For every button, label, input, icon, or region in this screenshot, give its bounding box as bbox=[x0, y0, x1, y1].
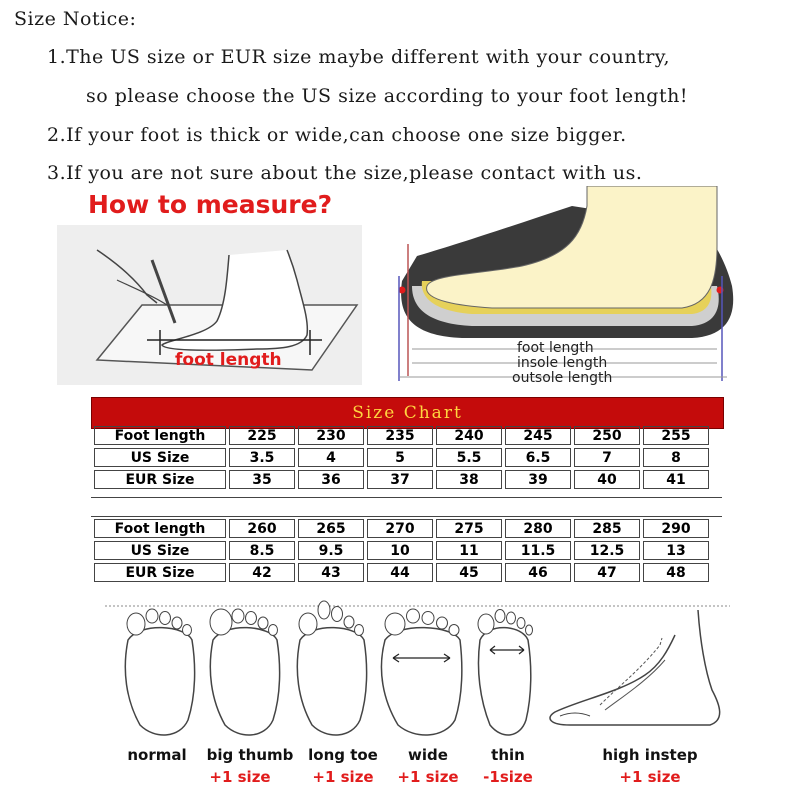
table-cell: 285 bbox=[574, 519, 640, 538]
foot-type-wide: wide bbox=[408, 746, 448, 764]
table-cell: 8 bbox=[643, 448, 709, 467]
foot-on-paper-illustration bbox=[57, 225, 362, 385]
table-spacer bbox=[91, 497, 722, 517]
table-cell: 46 bbox=[505, 563, 571, 582]
table-cell: 13 bbox=[643, 541, 709, 560]
table-cell: 11 bbox=[436, 541, 502, 560]
foot-types-illustration bbox=[100, 600, 740, 740]
size-table-1 bbox=[91, 423, 712, 492]
table-cell: 41 bbox=[643, 470, 709, 489]
table-cell: 235 bbox=[367, 426, 433, 445]
size-table-2 bbox=[91, 516, 712, 585]
row-header-us-size: US Size bbox=[94, 448, 226, 467]
table-cell: 40 bbox=[574, 470, 640, 489]
table-cell: 280 bbox=[505, 519, 571, 538]
table-cell: 265 bbox=[298, 519, 364, 538]
table-cell: 39 bbox=[505, 470, 571, 489]
table-cell: 4 bbox=[298, 448, 364, 467]
table-cell: 260 bbox=[229, 519, 295, 538]
foot-type-high-instep: high instep bbox=[602, 746, 698, 764]
advice-big-thumb: +1 size bbox=[209, 768, 271, 786]
foot-outline-big-thumb bbox=[210, 609, 280, 735]
diagram-label-insole-length: insole length bbox=[517, 355, 608, 371]
advice-thin: -1size bbox=[483, 768, 533, 786]
table-cell: 11.5 bbox=[505, 541, 571, 560]
row-header-foot-length: Foot length bbox=[94, 426, 226, 445]
table-cell: 8.5 bbox=[229, 541, 295, 560]
table-cell: 44 bbox=[367, 563, 433, 582]
foot-type-thin: thin bbox=[491, 746, 525, 764]
shoe-length-diagram bbox=[392, 186, 742, 388]
notice-line-1b: so please choose the US size according to your foot length! bbox=[86, 85, 688, 107]
notice-title: Size Notice: bbox=[14, 8, 137, 30]
table-row bbox=[94, 519, 709, 538]
table-cell: 250 bbox=[574, 426, 640, 445]
table-cell: 3.5 bbox=[229, 448, 295, 467]
table-cell: 225 bbox=[229, 426, 295, 445]
table-cell: 5 bbox=[367, 448, 433, 467]
advice-high-instep: +1 size bbox=[619, 768, 681, 786]
foot-type-long-toe: long toe bbox=[308, 746, 378, 764]
foot-length-label: foot length bbox=[175, 350, 282, 370]
foot-outline-wide bbox=[381, 609, 461, 735]
foot-outline-long-toe bbox=[297, 601, 366, 735]
how-to-measure-heading: How to measure? bbox=[88, 190, 333, 219]
foot-type-big-thumb: big thumb bbox=[206, 746, 294, 764]
table-cell: 12.5 bbox=[574, 541, 640, 560]
table-cell: 43 bbox=[298, 563, 364, 582]
table-cell: 240 bbox=[436, 426, 502, 445]
advice-wide: +1 size bbox=[397, 768, 459, 786]
notice-line-1: 1.The US size or EUR size maybe different with your country, bbox=[47, 46, 671, 68]
table-cell: 275 bbox=[436, 519, 502, 538]
size-chart-title: Size Chart bbox=[91, 397, 724, 429]
table-cell: 37 bbox=[367, 470, 433, 489]
diagram-label-foot-length: foot length bbox=[517, 340, 594, 356]
foot-outline-high-instep bbox=[550, 610, 720, 725]
table-cell: 290 bbox=[643, 519, 709, 538]
table-cell: 255 bbox=[643, 426, 709, 445]
table-cell: 7 bbox=[574, 448, 640, 467]
table-cell: 45 bbox=[436, 563, 502, 582]
foot-outline-thin bbox=[478, 610, 533, 736]
foot-outline-normal bbox=[125, 609, 194, 735]
row-header-us-size: US Size bbox=[94, 541, 226, 560]
table-cell: 48 bbox=[643, 563, 709, 582]
table-row bbox=[94, 470, 709, 489]
notice-line-3: 3.If you are not sure about the size,please contact with us. bbox=[47, 162, 643, 184]
table-cell: 230 bbox=[298, 426, 364, 445]
row-header-foot-length: Foot length bbox=[94, 519, 226, 538]
diagram-label-outsole-length: outsole length bbox=[512, 370, 613, 386]
table-cell: 36 bbox=[298, 470, 364, 489]
table-row bbox=[94, 541, 709, 560]
table-cell: 10 bbox=[367, 541, 433, 560]
table-cell: 245 bbox=[505, 426, 571, 445]
notice-line-2: 2.If your foot is thick or wide,can choose one size bigger. bbox=[47, 124, 627, 146]
foot-type-normal: normal bbox=[127, 746, 187, 764]
table-row bbox=[94, 426, 709, 445]
table-row bbox=[94, 448, 709, 467]
table-cell: 9.5 bbox=[298, 541, 364, 560]
table-cell: 5.5 bbox=[436, 448, 502, 467]
table-cell: 270 bbox=[367, 519, 433, 538]
table-cell: 38 bbox=[436, 470, 502, 489]
row-header-eur-size: EUR Size bbox=[94, 470, 226, 489]
table-cell: 6.5 bbox=[505, 448, 571, 467]
table-row bbox=[94, 563, 709, 582]
table-cell: 42 bbox=[229, 563, 295, 582]
table-cell: 35 bbox=[229, 470, 295, 489]
advice-long-toe: +1 size bbox=[312, 768, 374, 786]
table-cell: 47 bbox=[574, 563, 640, 582]
row-header-eur-size: EUR Size bbox=[94, 563, 226, 582]
